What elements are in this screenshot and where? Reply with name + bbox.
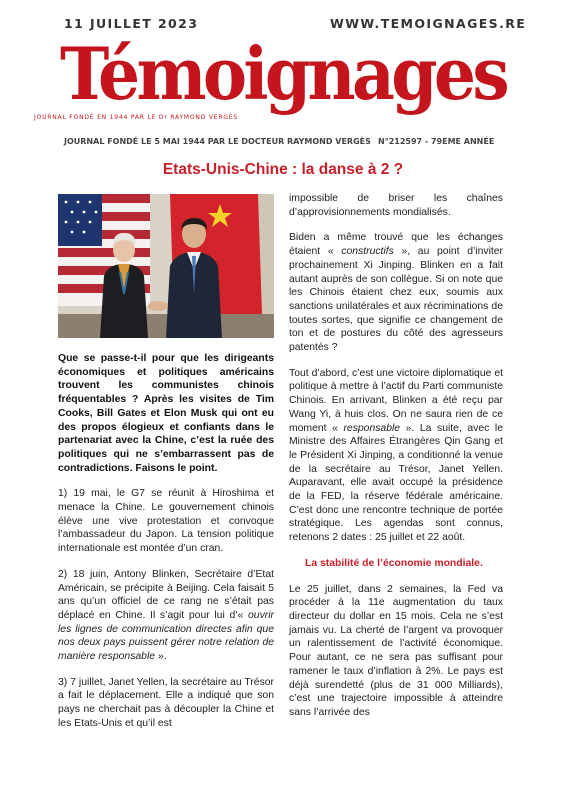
- paragraph-6: [289, 367, 503, 545]
- paragraph-6-end: ». La suite, avec le Ministre des Affaires Étrangères Qin Gang et le Président Xi Jinping, a conditionné la venue de la secrétaire au Trésor, Janet Yellen. Auparavant, elle avait occupé la présidence de la FED, la réserve fédérale américaine. C’est donc une rencontre technique de portée stratégique. Les agendas sont connus, retenons 2 dates : 25 juillet et 22 août.: [289, 422, 503, 544]
- masthead-title: Témoignages: [60, 31, 506, 116]
- masthead-logo: [32, 31, 534, 124]
- masthead-tagline: JOURNAL FONDÉ EN 1944 PAR LE Dr RAYMOND VERGÈS: [34, 114, 238, 121]
- paragraph-6-quote: responsable: [343, 422, 401, 434]
- article-column-right: [289, 192, 503, 720]
- paragraph-7: Le 25 juillet, dans 2 semaines, la Fed va procéder à la 11e augmentation du taux directeur du dollar en 15 mois. Cela ne s’est jamais vu. La cherté de l’argent va provoquer un ralentissement de l’activité économique. Pour autant, ce ne sera pas suffisant pour ramener le taux d’inflation à 2%. Le pays est déjà surendetté (plus de 31 000 Milliards), c’est une trajectoire impossible à atteindre sans l’arrivée des: [289, 583, 503, 718]
- paragraph-2-quote: ouvrir les lignes de communication directes afin que nos deux pays puissent gérer notre relation de manière responsable: [58, 609, 274, 663]
- issue-number: N°212597 - 79EME ANNÉE: [378, 137, 495, 146]
- website-url[interactable]: WWW.TEMOIGNAGES.RE: [330, 16, 527, 31]
- section-subheading: La stabilité de l’économie mondiale.: [305, 557, 483, 569]
- article-title: Etats-Unis-Chine : la danse à 2 ?: [162, 161, 404, 178]
- paragraph-1: 1) 19 mai, le G7 se réunit à Hiroshima et menace la Chine. Le gouvernement chinois élève une vive protestation et convoque l’ambassadeur du Japon. La tension politique internationale est montée d’un cran.: [58, 488, 274, 555]
- paragraph-2-text: 2) 18 juin, Antony Blinken, Secrétaire d’Etat Américain, se précipite à Beijing. Cela faisait 5 ans qu’un officiel de ce rang ne s’était pas déplacé en Chine. Il s’agit pour lui d’«: [58, 568, 274, 621]
- paragraph-5-quote: constructifs: [341, 246, 394, 258]
- founding-info: JOURNAL FONDÉ LE 5 MAI 1944 PAR LE DOCTEUR RAYMOND VERGÈS: [64, 137, 371, 146]
- paragraph-6-text: Tout d’abord, c’est une victoire diplomatique et politique à mettre à l’actif du Parti communiste Chinois. En arrivant, Blinken a été reçu par Wang Yi, à huis clos. On ne saura rien de ce moment «: [289, 367, 503, 434]
- article-column-left: [58, 352, 274, 731]
- paragraph-5-end: », au point d’inviter prochainement Xi Jinping. Blinken en a fait autant auprès de son collègue. Si on note que les Chinois étaient chez eux, soumis aux sanctions unilatérales et aux récriminations de toutes sortes, que signifie ce changement de ton et de postures du côté des agresseurs patentés ?: [289, 246, 503, 354]
- paragraph-5-text: Biden a même trouvé que les échanges étaient «: [289, 232, 503, 258]
- paragraph-3: 3) 7 juillet, Janet Yellen, la secrétaire au Trésor a fait le déplacement. Elle a indiqué que son pays ne cherchait pas à découpler la Chine et les Etats-Unis et qu’il est: [58, 676, 274, 729]
- paragraph-2: [58, 568, 274, 664]
- paragraph-5: [289, 231, 503, 354]
- article-lead: Que se passe-t-il pour que les dirigeants économiques et politiques américains trouvent les communistes chinois fréquentables ? Après les visites de Tim Cooks, Bill Gates et Elon Musk qui ont eu des propos élogieux et confiants dans le partenariat avec la Chine, c’est la ruée des politiques qui ne s’embarrassent pas de contradictions. Faisons le point.: [58, 353, 274, 474]
- paragraph-2-end: ».: [155, 651, 167, 663]
- article-photo: [58, 194, 274, 338]
- issue-date: 11 JUILLET 2023: [64, 16, 199, 31]
- paragraph-4: impossible de briser les chaînes d’approvisionnements mondialisés.: [289, 193, 503, 218]
